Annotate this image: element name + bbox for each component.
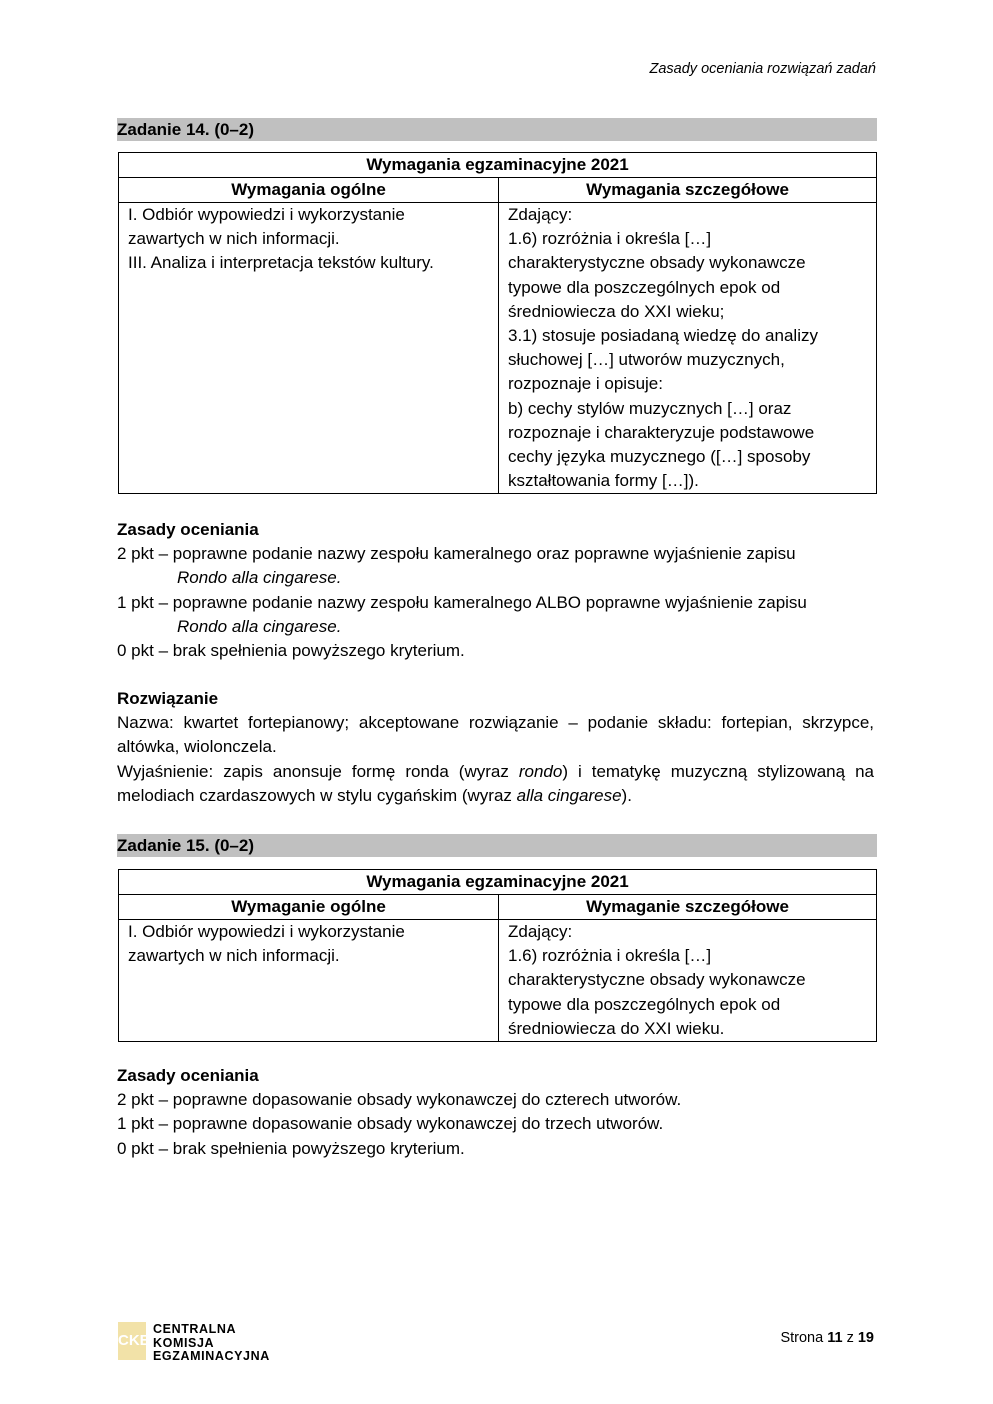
- general-line: III. Analiza i interpretacja tekstów kultury.: [128, 253, 434, 273]
- detailed-line: średniowiecza do XXI wieku.: [508, 1018, 725, 1038]
- column-header-detailed: Wymaganie szczegółowe: [499, 895, 877, 920]
- detailed-line: charakterystyczne obsady wykonawcze: [508, 253, 806, 273]
- criterion-text: 2 pkt – poprawne podanie nazwy zespołu kameralnego oraz poprawne wyjaśnienie zapisu: [117, 544, 796, 564]
- page-total: 19: [857, 1330, 874, 1346]
- criterion-0pkt: 0 pkt – brak spełnienia powyższego kryterium.: [117, 641, 465, 661]
- scoring-title: Zasady oceniania: [117, 520, 259, 539]
- detailed-line: b) cechy stylów muzycznych […] oraz: [508, 398, 792, 418]
- page-separator: z: [846, 1330, 854, 1346]
- cke-logo-text: [153, 1323, 270, 1364]
- criterion-continuation: Rondo alla cingarese.: [177, 568, 342, 588]
- general-line: I. Odbiór wypowiedzi i wykorzystanie: [128, 922, 405, 941]
- criterion-1pkt: 1 pkt – poprawne dopasowanie obsady wykonawczej do trzech utworów.: [117, 1114, 664, 1134]
- solution-name-paragraph: Nazwa: kwartet fortepianowy; akceptowane rozwiązanie – podanie składu: fortepian, skrzypce, altówka, wiolonczela.: [117, 713, 874, 757]
- page-number: [780, 1326, 874, 1350]
- detailed-line: kształtowania formy […]).: [508, 471, 699, 491]
- column-header-detailed: Wymagania szczegółowe: [499, 178, 877, 203]
- column-header-general: Wymagania ogólne: [119, 178, 499, 203]
- detailed-line: rozpoznaje i opisuje:: [508, 374, 663, 394]
- scoring-title: Zasady oceniania: [117, 1066, 259, 1085]
- detailed-line: 1.6) rozróżnia i określa […]: [508, 229, 712, 249]
- logo-line: EGZAMINACYJNA: [153, 1349, 270, 1363]
- column-header-general: Wymaganie ogólne: [119, 895, 499, 920]
- detailed-line: 1.6) rozróżnia i określa […]: [508, 946, 712, 966]
- criterion-2pkt: 2 pkt – poprawne dopasowanie obsady wykonawczej do czterech utworów.: [117, 1090, 682, 1110]
- detailed-line: 3.1) stosuje posiadaną wiedzę do analizy: [508, 326, 818, 346]
- explanation-term: rondo: [518, 761, 563, 781]
- detailed-line: charakterystyczne obsady wykonawcze: [508, 970, 806, 990]
- explanation-text: ).: [621, 785, 632, 805]
- detailed-line: rozpoznaje i charakteryzuje podstawowe: [508, 422, 815, 442]
- detailed-line: Zdający:: [508, 922, 573, 941]
- explanation-term: alla cingarese: [516, 785, 622, 805]
- task-14-requirements-table: [118, 152, 877, 494]
- general-requirements-cell: [119, 920, 499, 1042]
- task-15-title: Zadanie 15. (0–2): [117, 834, 877, 857]
- detailed-requirements-cell: [499, 920, 877, 1042]
- table-caption: Wymagania egzaminacyjne 2021: [119, 870, 877, 895]
- solution-explanation-paragraph: [117, 760, 874, 808]
- criterion-1pkt: [117, 591, 874, 639]
- general-line: zawartych w nich informacji.: [128, 229, 340, 249]
- page-header: Zasady oceniania rozwiązań zadań: [649, 61, 876, 77]
- explanation-text: ) i tematykę muzyczną stylizowaną na melodiach czardaszowych w stylu cygańskim (wyraz: [117, 761, 874, 805]
- task-14-solution: [117, 687, 874, 808]
- table-caption: Wymagania egzaminacyjne 2021: [119, 153, 877, 178]
- page-prefix: Strona: [780, 1330, 824, 1346]
- detailed-line: typowe dla poszczególnych epok od: [508, 994, 781, 1014]
- criterion-2pkt: [117, 542, 874, 590]
- explanation-text: Wyjaśnienie: zapis anonsuje formę ronda (wyraz: [117, 761, 519, 781]
- solution-title: Rozwiązanie: [117, 689, 219, 708]
- general-line: zawartych w nich informacji.: [128, 946, 340, 966]
- criterion-text: 1 pkt – poprawne podanie nazwy zespołu kameralnego ALBO poprawne wyjaśnienie zapisu: [117, 592, 807, 612]
- cke-logo: [118, 1322, 278, 1364]
- cke-logo-icon: CKE: [118, 1322, 146, 1360]
- detailed-line: średniowiecza do XXI wieku;: [508, 301, 725, 321]
- detailed-requirements-cell: [499, 203, 877, 494]
- criterion-0pkt: 0 pkt – brak spełnienia powyższego kryterium.: [117, 1138, 465, 1158]
- detailed-line: typowe dla poszczególnych epok od: [508, 277, 781, 297]
- general-requirements-cell: [119, 203, 499, 494]
- page-current: 11: [827, 1330, 843, 1346]
- logo-line: CENTRALNA: [153, 1322, 237, 1336]
- task-15-requirements-table: [118, 869, 877, 1042]
- detailed-line: cechy języka muzycznego ([…] sposoby: [508, 447, 811, 467]
- task-14-title: Zadanie 14. (0–2): [117, 118, 877, 141]
- detailed-line: Zdający:: [508, 205, 573, 224]
- task-15-scoring: [117, 1064, 874, 1161]
- general-line: I. Odbiór wypowiedzi i wykorzystanie: [128, 205, 405, 224]
- task-14-scoring: [117, 518, 874, 663]
- criterion-continuation: Rondo alla cingarese.: [177, 616, 342, 636]
- logo-line: KOMISJA: [153, 1335, 215, 1350]
- detailed-line: słuchowej […] utworów muzycznych,: [508, 350, 785, 370]
